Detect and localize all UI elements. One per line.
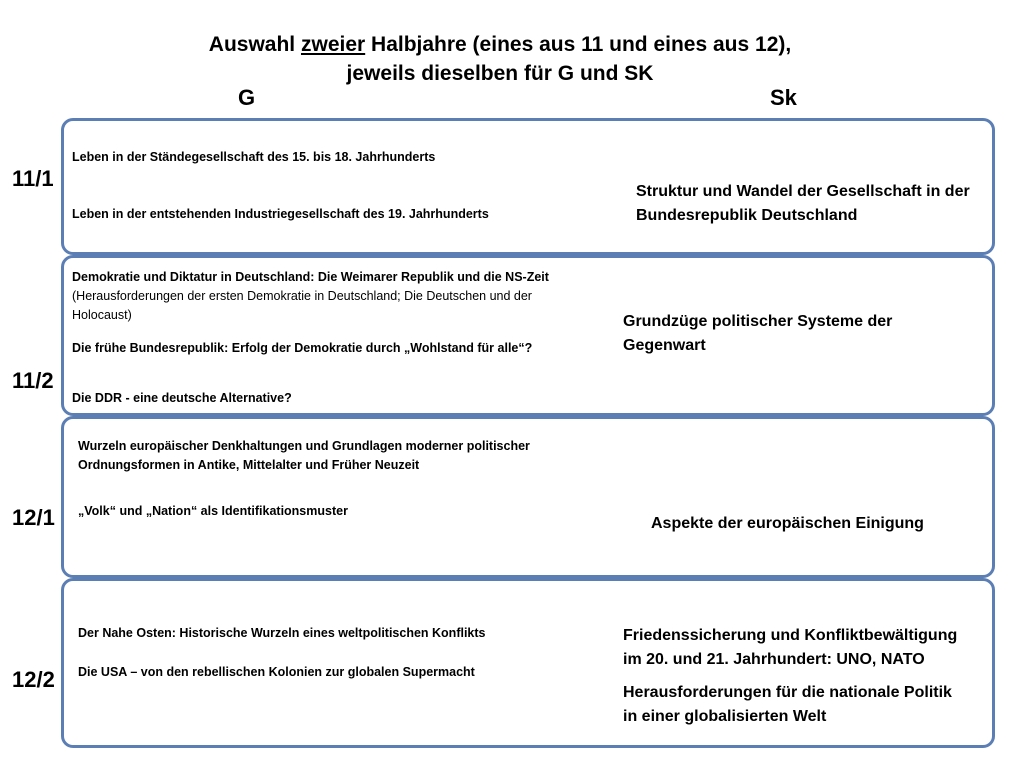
g-topic: Demokratie und Diktatur in Deutschland: Die Weimarer Republik und die NS-Zeit (Herausforderungen der ersten Demokratie in Deutschland; Die Deutschen und der Holocaust) [72, 270, 549, 322]
g-topic: Die DDR - eine deutsche Alternative? [72, 391, 292, 405]
row-label-11-2: 11/2 [12, 368, 54, 393]
title-line1-pre: Auswahl [208, 33, 301, 56]
row-label-12-2: 12/2 [12, 667, 55, 692]
column-header-sk: Sk [770, 85, 797, 110]
g-topic: Leben in der entstehenden Industriegesellschaft des 19. Jahrhunderts [72, 207, 489, 221]
g-topic: Wurzeln europäischer Denkhaltungen und Grundlagen moderner politischer Ordnungsformen in Antike, Mittelalter und Früher Neuzeit [78, 439, 530, 472]
page-subtitle: jeweils dieselben für G und SK [346, 62, 654, 85]
sk-topic: Herausforderungen für die nationale Politik in einer globalisierten Welt [623, 684, 952, 725]
title-underlined-word: zweier [300, 33, 366, 56]
g-topic: Die frühe Bundesrepublik: Erfolg der Demokratie durch „Wohlstand für alle“? [72, 341, 533, 355]
g-topic: Die USA – von den rebellischen Kolonien zur globalen Supermacht [78, 665, 475, 679]
row-label-12-1: 12/1 [12, 505, 55, 530]
column-header-g: G [238, 85, 256, 110]
title-line1-post: Halbjahre (eines aus 11 und eines aus 12), [365, 33, 792, 56]
sk-topic: Struktur und Wandel der Gesellschaft in der Bundesrepublik Deutschland [636, 183, 970, 224]
sk-topic: Aspekte der europäischen Einigung [651, 515, 924, 532]
sk-topic: Grundzüge politischer Systeme der Gegenwart [623, 313, 893, 354]
g-topic: Der Nahe Osten: Historische Wurzeln eines weltpolitischen Konflikts [78, 626, 486, 640]
g-topic: Leben in der Ständegesellschaft des 15. bis 18. Jahrhunderts [72, 150, 436, 164]
sk-topic: Friedenssicherung und Konfliktbewältigung im 20. und 21. Jahrhundert: UNO, NATO [623, 627, 958, 668]
page-title [150, 30, 850, 59]
row-label-11-1: 11/1 [12, 166, 54, 191]
g-topic: „Volk“ und „Nation“ als Identifikationsmuster [78, 504, 348, 518]
